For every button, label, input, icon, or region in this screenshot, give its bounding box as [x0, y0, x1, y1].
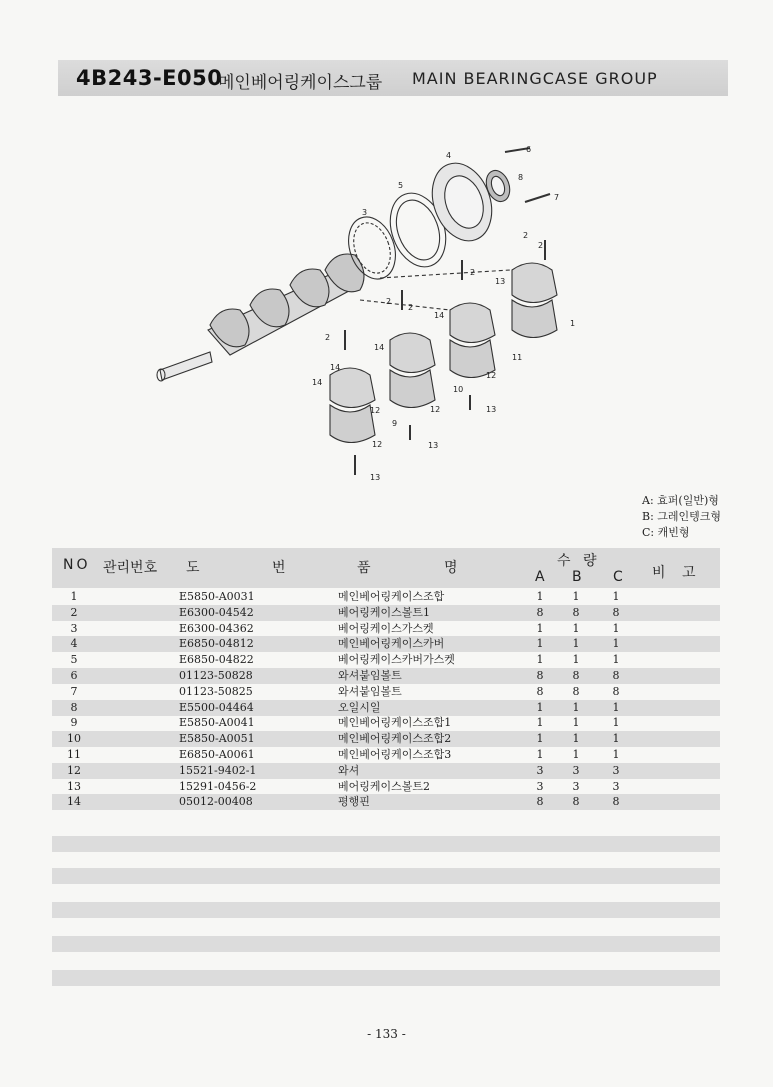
- empty-row-band: [52, 836, 720, 852]
- part-number: 01123-50825: [179, 684, 253, 698]
- legend-b: B: 그레인텡크형: [642, 510, 722, 523]
- qty-b: 1: [572, 637, 580, 651]
- col-qty: 수 량: [557, 553, 601, 569]
- qty-b: 1: [572, 700, 580, 714]
- qty-c: 1: [612, 732, 620, 746]
- qty-a: 1: [536, 590, 544, 603]
- qty-a: 1: [536, 716, 544, 730]
- legend-c: C: 캐빈형: [642, 526, 690, 539]
- callout-12: 12: [486, 371, 497, 380]
- part-name: 메인베어링케이스조합1: [338, 716, 452, 730]
- bearing-case-1-drawing: [512, 263, 557, 338]
- qty-a: 1: [536, 748, 544, 761]
- col-qty-c: C: [613, 569, 623, 585]
- part-name: 베어링케이스볼트1: [338, 605, 431, 619]
- qty-c: 1: [612, 653, 620, 667]
- part-number: E5500-04464: [179, 700, 254, 714]
- empty-row-band: [52, 868, 720, 884]
- callout-6: 6: [526, 145, 532, 154]
- callout-2: 2: [408, 303, 414, 312]
- callout-12: 12: [430, 405, 441, 414]
- col-part-name-1: 품: [357, 560, 371, 576]
- part-number: 15291-0456-2: [179, 779, 257, 793]
- col-part-name-2: 명: [444, 560, 458, 576]
- qty-b: 3: [572, 779, 580, 793]
- callout-12: 12: [372, 440, 383, 449]
- item-no: 10: [67, 732, 81, 746]
- part-number: E5850-A0031: [179, 590, 255, 603]
- qty-a: 8: [536, 684, 544, 698]
- item-no: 12: [67, 763, 81, 777]
- empty-row-band: [52, 970, 720, 986]
- callout-5: 5: [398, 181, 404, 190]
- table-row: [52, 747, 720, 763]
- col-drawing-no-2: 번: [272, 560, 286, 576]
- callout-13: 13: [370, 473, 381, 482]
- callout-12: 12: [370, 406, 381, 415]
- crankshaft-drawing: [157, 254, 364, 381]
- item-no: 14: [67, 795, 81, 809]
- qty-c: 8: [612, 669, 620, 682]
- callout-2: 2: [470, 268, 476, 277]
- table-row: [52, 605, 720, 621]
- group-title-english: MAIN BEARINGCASE GROUP: [412, 69, 658, 88]
- callout-14: 14: [330, 363, 341, 372]
- part-name: 메인베어링케이스조합: [338, 590, 445, 603]
- table-row: [52, 715, 720, 731]
- part-number: E5850-A0051: [179, 732, 255, 746]
- callout-7: 7: [554, 193, 560, 202]
- callout-10: 10: [453, 385, 464, 394]
- qty-a: 1: [536, 653, 544, 667]
- part-number: E6300-04542: [179, 605, 254, 619]
- callout-14: 14: [434, 311, 445, 320]
- qty-c: 3: [612, 779, 620, 793]
- item-no: 3: [70, 621, 78, 635]
- exploded-parts-diagram: [140, 130, 600, 490]
- qty-c: 1: [612, 748, 620, 761]
- part-name: 메인베어링케이스카버: [338, 637, 445, 651]
- col-remark: 비 고: [652, 565, 702, 581]
- item-no: 1: [70, 590, 78, 603]
- item-no: 5: [70, 653, 78, 667]
- part-name: 와셔붙임볼트: [338, 684, 402, 698]
- part-number: 15521-9402-1: [179, 763, 257, 777]
- part-name: 와셔: [338, 763, 360, 777]
- item-no: 7: [70, 684, 78, 698]
- qty-c: 8: [612, 684, 620, 698]
- qty-b: 3: [572, 763, 580, 777]
- qty-a: 3: [536, 763, 544, 777]
- table-row: [52, 684, 720, 700]
- qty-b: 1: [572, 653, 580, 667]
- bearing-case-10-drawing: [390, 333, 435, 408]
- qty-a: 8: [536, 669, 544, 682]
- qty-b: 1: [572, 621, 580, 635]
- part-name: 베어링케이스카버가스켓: [338, 653, 455, 667]
- item-no: 9: [70, 716, 78, 730]
- qty-b: 1: [572, 732, 580, 746]
- col-mgmt-no: 관리번호: [103, 560, 158, 576]
- empty-row-band: [52, 902, 720, 918]
- item-no: 8: [70, 700, 78, 714]
- callout-14: 14: [312, 378, 323, 387]
- part-number: E6850-A0061: [179, 748, 255, 761]
- qty-c: 1: [612, 621, 620, 635]
- callout-1: 1: [570, 319, 576, 328]
- qty-c: 8: [612, 605, 620, 619]
- table-row: [52, 779, 720, 795]
- callout-8: 8: [518, 173, 524, 182]
- qty-b: 8: [572, 795, 580, 809]
- item-no: 6: [70, 669, 78, 682]
- table-row: [52, 731, 720, 747]
- qty-b: 8: [572, 669, 580, 682]
- part-number: E6300-04362: [179, 621, 254, 635]
- qty-a: 1: [536, 637, 544, 651]
- group-title-korean: 메인베어링케이스그룹: [218, 73, 383, 93]
- col-qty-a: A: [535, 569, 545, 585]
- callout-2: 2: [325, 333, 331, 342]
- part-name: 메인베어링케이스조합3: [338, 748, 452, 761]
- part-number: 01123-50828: [179, 669, 253, 682]
- qty-a: 8: [536, 795, 544, 809]
- part-name: 와셔붙임볼트: [338, 669, 402, 682]
- qty-b: 1: [572, 590, 580, 603]
- empty-row-band: [52, 936, 720, 952]
- bearing-case-11-drawing: [450, 303, 495, 378]
- callout-4: 4: [446, 151, 452, 160]
- qty-c: 1: [612, 716, 620, 730]
- part-name: 메인베어링케이스조합2: [338, 732, 452, 746]
- callout-13: 13: [428, 441, 439, 450]
- item-no: 11: [67, 748, 81, 761]
- qty-c: 1: [612, 700, 620, 714]
- item-no: 13: [67, 779, 81, 793]
- qty-a: 1: [536, 700, 544, 714]
- table-row: [52, 794, 720, 810]
- qty-b: 1: [572, 716, 580, 730]
- qty-b: 1: [572, 748, 580, 761]
- part-name: 평행핀: [338, 795, 370, 809]
- table-row: [52, 636, 720, 652]
- part-name: 베어링케이스가스켓: [338, 621, 434, 635]
- part-name: 베어링케이스볼트2: [338, 779, 431, 793]
- qty-b: 8: [572, 684, 580, 698]
- qty-a: 3: [536, 779, 544, 793]
- col-drawing-no-1: 도: [186, 560, 200, 576]
- item-no: 4: [70, 637, 78, 651]
- qty-c: 8: [612, 795, 620, 809]
- table-row: [52, 763, 720, 779]
- callout-11: 11: [512, 353, 523, 362]
- qty-a: 1: [536, 621, 544, 635]
- qty-a: 1: [536, 732, 544, 746]
- callout-3: 3: [362, 208, 368, 217]
- table-row: [52, 589, 720, 605]
- table-row: [52, 700, 720, 716]
- part-number: E6850-04822: [179, 653, 254, 667]
- part-number: E5850-A0041: [179, 716, 255, 730]
- bearing-case-9-drawing: [330, 368, 375, 443]
- table-row: [52, 668, 720, 684]
- qty-c: 1: [612, 590, 620, 603]
- callout-13: 13: [495, 277, 506, 286]
- col-qty-b: B: [572, 569, 582, 585]
- table-row: [52, 652, 720, 668]
- item-no: 2: [70, 605, 78, 619]
- table-row: [52, 621, 720, 637]
- callout-2: 2: [386, 297, 392, 306]
- qty-b: 8: [572, 605, 580, 619]
- col-no: NO: [63, 557, 91, 573]
- qty-c: 3: [612, 763, 620, 777]
- part-number: E6850-04812: [179, 637, 254, 651]
- part-name: 오일시일: [338, 700, 381, 714]
- callout-9: 9: [392, 419, 398, 428]
- callout-2: 2: [523, 231, 529, 240]
- legend-a: A: 효퍼(일반)형: [642, 494, 719, 507]
- page-number: - 133 -: [367, 1027, 406, 1041]
- callout-14: 14: [374, 343, 385, 352]
- callout-13: 13: [486, 405, 497, 414]
- qty-c: 1: [612, 637, 620, 651]
- model-legend: [642, 493, 721, 541]
- group-code: 4B243-E050: [76, 66, 223, 90]
- callout-2: 2: [538, 241, 544, 250]
- qty-a: 8: [536, 605, 544, 619]
- part-number: 05012-00408: [179, 795, 253, 809]
